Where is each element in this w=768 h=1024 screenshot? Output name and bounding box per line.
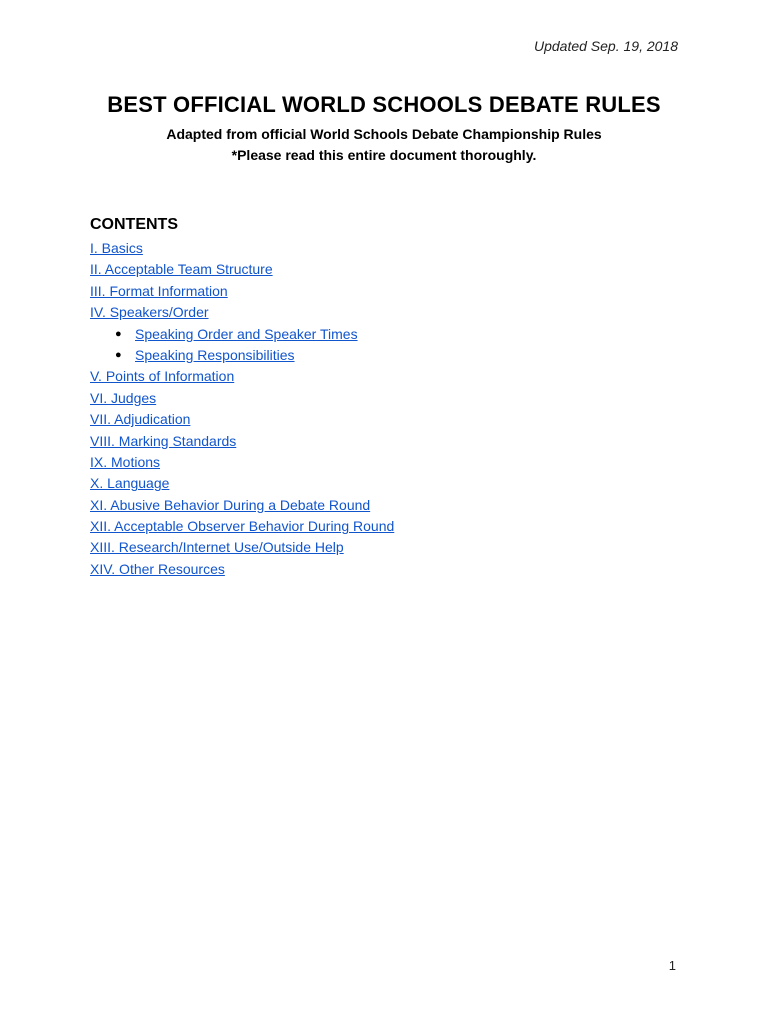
- toc-item: [90, 259, 394, 280]
- toc-item: [90, 559, 394, 580]
- toc-link-marking-standards[interactable]: VIII. Marking Standards: [90, 432, 237, 449]
- toc-item: [90, 281, 394, 302]
- toc-link-speaking-responsibilities[interactable]: Speaking Responsibilities: [135, 346, 295, 363]
- toc-link-points-of-information[interactable]: V. Points of Information: [90, 368, 235, 385]
- toc-item: [90, 516, 394, 537]
- toc-link-judges[interactable]: VI. Judges: [90, 389, 157, 406]
- toc-subitem: [90, 324, 394, 345]
- toc-link-speaking-order[interactable]: Speaking Order and Speaker Times: [135, 325, 358, 342]
- toc-subitem: [90, 345, 394, 366]
- table-of-contents: [90, 238, 394, 580]
- toc-item: [90, 366, 394, 387]
- toc-link-other-resources[interactable]: XIV. Other Resources: [90, 560, 225, 577]
- toc-link-speakers-order[interactable]: IV. Speakers/Order: [90, 304, 209, 321]
- toc-item: [90, 409, 394, 430]
- toc-item: [90, 302, 394, 323]
- toc-link-abusive-behavior[interactable]: XI. Abusive Behavior During a Debate Round: [90, 496, 371, 513]
- toc-item: [90, 431, 394, 452]
- document-note: *Please read this entire document thoroughly.: [231, 147, 537, 163]
- toc-link-adjudication[interactable]: VII. Adjudication: [90, 411, 191, 428]
- toc-link-basics[interactable]: I. Basics: [90, 240, 143, 256]
- toc-item: [90, 238, 394, 259]
- document-title: BEST OFFICIAL WORLD SCHOOLS DEBATE RULES: [107, 92, 661, 117]
- toc-item: [90, 537, 394, 558]
- toc-link-research-internet-use[interactable]: XIII. Research/Internet Use/Outside Help: [90, 539, 344, 556]
- toc-item: [90, 495, 394, 516]
- toc-link-format-information[interactable]: III. Format Information: [90, 282, 228, 299]
- bullet-icon: ●: [115, 327, 122, 340]
- contents-heading: CONTENTS: [90, 216, 178, 233]
- toc-item: [90, 388, 394, 409]
- bullet-icon: ●: [115, 348, 122, 361]
- toc-link-motions[interactable]: IX. Motions: [90, 453, 161, 470]
- toc-link-observer-behavior[interactable]: XII. Acceptable Observer Behavior During Round: [90, 518, 395, 535]
- toc-item: [90, 452, 394, 473]
- page-number: 1: [668, 958, 676, 973]
- toc-link-team-structure[interactable]: II. Acceptable Team Structure: [90, 261, 273, 278]
- toc-item: [90, 473, 394, 494]
- document-subtitle: Adapted from official World Schools Debate Championship Rules: [166, 126, 602, 142]
- updated-date: Updated Sep. 19, 2018: [533, 38, 678, 54]
- toc-link-language[interactable]: X. Language: [90, 475, 170, 492]
